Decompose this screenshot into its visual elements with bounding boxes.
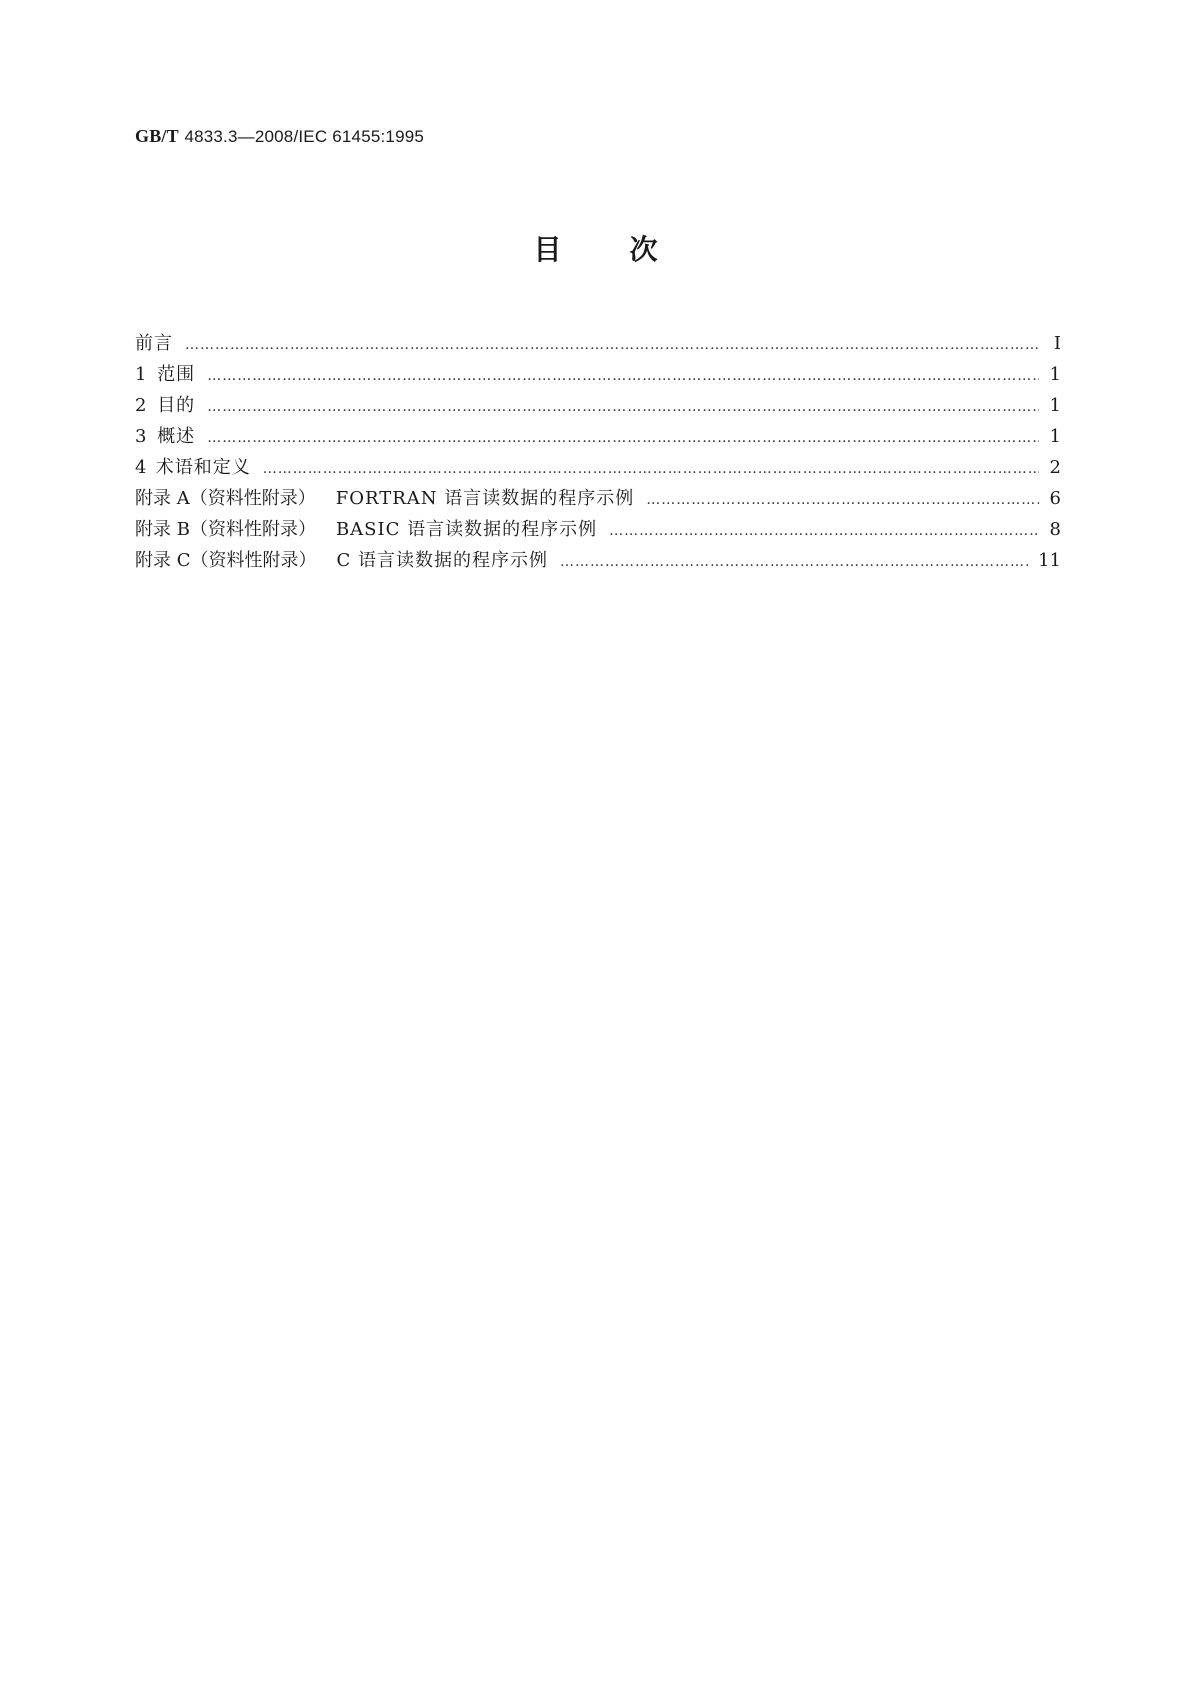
toc-entry-label: 术语和定义 (155, 457, 251, 478)
standard-number-header (135, 126, 424, 147)
toc-entry-terms[interactable] (135, 453, 1061, 484)
toc-leader-dots (185, 337, 1039, 353)
toc-leader-dots (207, 368, 1039, 384)
toc-entry-page: 1 (1049, 364, 1061, 385)
toc-title: 目次 (533, 233, 726, 266)
toc-entry-page: 8 (1049, 519, 1061, 540)
toc-entry-label: FORTRAN 语言读数据的程序示例 (335, 488, 635, 509)
toc-leader-dots (207, 399, 1039, 415)
toc-entry-annex-a[interactable] (135, 484, 1061, 515)
toc-leader-dots (560, 554, 1028, 570)
toc-annex-prefix: 附录 B（资料性附录） (135, 519, 316, 540)
toc-entry-annex-c[interactable] (135, 546, 1061, 577)
toc-entry-number: 1 (135, 364, 147, 385)
toc-entry-annex-b[interactable] (135, 515, 1061, 546)
toc-entry-label: 概述 (157, 426, 196, 447)
toc-entry-label: C 语言读数据的程序示例 (336, 550, 548, 571)
toc-entry-page: 2 (1049, 457, 1061, 478)
toc-entry-number: 3 (135, 426, 147, 447)
toc-annex-prefix: 附录 C（资料性附录） (135, 550, 317, 571)
standard-code: GB/T (135, 126, 179, 146)
toc-entry-scope[interactable] (135, 360, 1061, 391)
toc-entry-number: 4 (135, 457, 147, 478)
toc-leader-dots (609, 523, 1039, 539)
toc-annex-prefix: 附录 A（资料性附录） (135, 488, 316, 509)
toc-entry-page: 1 (1049, 395, 1061, 416)
table-of-contents (135, 329, 1061, 577)
toc-entry-foreword[interactable] (135, 329, 1061, 360)
toc-entry-overview[interactable] (135, 422, 1061, 453)
toc-entry-label: BASIC 语言读数据的程序示例 (335, 519, 598, 540)
toc-entry-page: 11 (1038, 550, 1061, 571)
toc-leader-dots (207, 430, 1039, 446)
standard-number: 4833.3—2008/IEC 61455:1995 (184, 127, 425, 146)
toc-entry-label: 前言 (135, 333, 173, 354)
toc-leader-dots (263, 461, 1039, 477)
toc-entry-page: Ⅰ (1053, 333, 1061, 354)
toc-entry-number: 2 (135, 395, 147, 416)
toc-entry-page: 1 (1049, 426, 1061, 447)
toc-leader-dots (646, 492, 1039, 508)
toc-entry-page: 6 (1049, 488, 1061, 509)
toc-entry-label: 范围 (157, 364, 196, 385)
toc-entry-label: 目的 (157, 395, 196, 416)
toc-entry-purpose[interactable] (135, 391, 1061, 422)
